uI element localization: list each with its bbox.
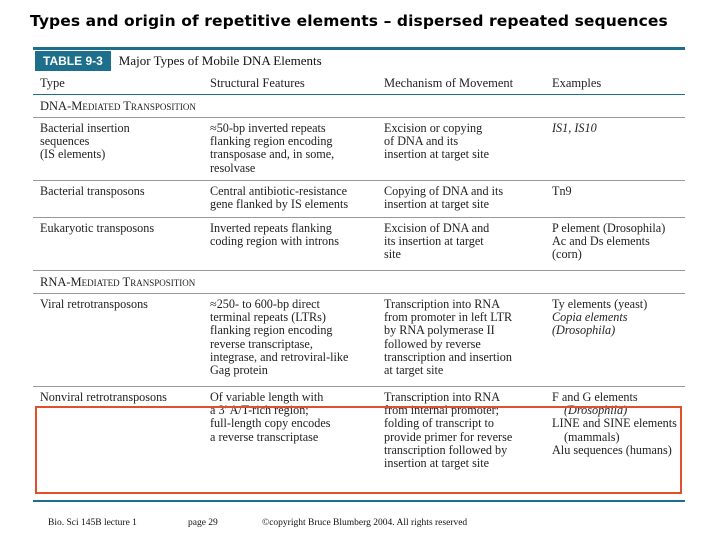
cell-text-line: terminal repeats (LTRs): [210, 310, 326, 325]
cell-text-line: folding of transcript to: [384, 416, 495, 431]
cell-text-line: ≈250- to 600-bp direct: [210, 297, 320, 311]
cell-text-line: Inverted repeats flanking: [210, 221, 332, 235]
cell-text-line: insertion at target site: [384, 197, 490, 212]
cell-text-line: Transcription into RNA: [384, 390, 501, 404]
cell-text-line: insertion at target site: [384, 456, 490, 471]
cell-text-line: (Drosophila): [564, 403, 628, 418]
column-headers: [33, 76, 685, 95]
cell-features: [210, 185, 380, 211]
cell-text-line: transposase and, in some,: [210, 147, 335, 162]
table-row: [33, 294, 685, 387]
cell-text-line: by RNA polymerase II: [384, 323, 495, 338]
cell-text-line: Ac and Ds elements: [552, 234, 650, 249]
cell-text-line: (mammals): [564, 429, 620, 444]
cell-text-line: insertion at target site: [384, 147, 490, 162]
cell-features: [210, 122, 380, 175]
cell-mechanism: [384, 298, 549, 377]
table-row: [33, 181, 685, 218]
column-header-examples: Examples: [552, 76, 602, 90]
section-heading-rna: [33, 271, 685, 294]
cell-text-line: transcription followed by: [384, 442, 508, 457]
cell-text-line: integrase, and retroviral-like: [210, 349, 349, 364]
cell-text-line: LINE and SINE elements: [552, 416, 677, 431]
cell-examples: [552, 298, 687, 338]
cell-text-line: Copying of DNA and its: [384, 184, 504, 198]
cell-text-line: a 3′ A/T-rich region;: [210, 403, 309, 418]
footer-page-number: page 29: [188, 518, 218, 528]
section-heading-dna: [33, 95, 685, 118]
cell-mechanism: [384, 185, 549, 211]
cell-text-line: Excision of DNA and: [384, 221, 490, 235]
cell-text-line: flanking region encoding: [210, 323, 333, 338]
column-header-type: Type: [40, 76, 65, 90]
cell-text-line: ≈50-bp inverted repeats: [210, 121, 326, 135]
cell-type: [40, 391, 205, 404]
cell-text-line: Gag protein: [210, 363, 268, 378]
cell-mechanism: [384, 222, 549, 262]
cell-text-line: Bacterial transposons: [40, 184, 145, 198]
cell-features: [210, 298, 380, 377]
footer-course: Bio. Sci 145B lecture 1: [48, 518, 137, 528]
cell-text-line: Tn9: [552, 184, 572, 198]
cell-text-line: transcription and insertion: [384, 349, 512, 364]
cell-examples: [552, 185, 687, 198]
cell-examples: [552, 122, 687, 135]
cell-text-line: (Drosophila): [552, 323, 616, 338]
table-header: [33, 47, 685, 72]
cell-text-line: Ty elements (yeast): [552, 297, 648, 311]
cell-text-line: from promoter in left LTR: [384, 310, 513, 325]
cell-text-line: Alu sequences (humans): [552, 442, 672, 457]
cell-text-line: Transcription into RNA: [384, 297, 501, 311]
cell-text-line: site: [384, 247, 401, 262]
cell-text-line: IS1, IS10: [552, 121, 597, 135]
column-header-mechanism: Mechanism of Movement: [384, 76, 514, 90]
table-caption: Major Types of Mobile DNA Elements: [118, 53, 322, 68]
table-row: [33, 118, 685, 181]
cell-text-line: Bacterial insertion: [40, 121, 130, 135]
cell-text-line: (corn): [552, 247, 582, 262]
cell-text-line: Of variable length with: [210, 390, 324, 404]
cell-text-line: Nonviral retrotransposons: [40, 390, 167, 404]
highlight-box-nonviral: [35, 403, 682, 494]
cell-text-line: Copia elements: [552, 310, 628, 325]
table-badge: TABLE 9-3: [35, 51, 111, 71]
cell-text-line: followed by reverse: [384, 336, 481, 351]
cell-text-line: resolvase: [210, 160, 256, 175]
cell-features: [210, 222, 380, 248]
cell-text-line: F and G elements: [552, 390, 638, 404]
cell-text-line: P element (Drosophila): [552, 221, 666, 235]
cell-text-line: (IS elements): [40, 147, 106, 162]
table-bottom-rule: [33, 500, 685, 502]
cell-type: [40, 222, 205, 235]
cell-text-line: sequences: [40, 134, 90, 149]
slide-title: Types and origin of repetitive elements – dispersed repeated sequences: [30, 12, 668, 30]
section-heading-label: RNA-Mediated Transposition: [40, 275, 196, 289]
cell-examples: [552, 222, 687, 262]
cell-text-line: provide primer for reverse: [384, 429, 513, 444]
cell-text-line: its insertion at target: [384, 234, 484, 249]
cell-type: [40, 122, 205, 162]
cell-text-line: reverse transcriptase,: [210, 336, 313, 351]
cell-mechanism: [384, 122, 549, 162]
footer-copyright: ©copyright Bruce Blumberg 2004. All rights reserved: [262, 518, 468, 528]
cell-text-line: Viral retrotransposons: [40, 297, 148, 311]
cell-text-line: Excision or copying: [384, 121, 483, 135]
table-row: [33, 218, 685, 271]
section-heading-label: DNA-Mediated Transposition: [40, 99, 196, 113]
cell-text-line: Central antibiotic-resistance: [210, 184, 348, 198]
cell-text-line: at target site: [384, 363, 444, 378]
cell-text-line: flanking region encoding: [210, 134, 333, 149]
column-header-features: Structural Features: [210, 76, 305, 90]
cell-text-line: from internal promoter;: [384, 403, 500, 418]
cell-type: [40, 298, 205, 311]
cell-text-line: gene flanked by IS elements: [210, 197, 349, 212]
cell-text-line: of DNA and its: [384, 134, 459, 149]
cell-text-line: Eukaryotic transposons: [40, 221, 155, 235]
cell-text-line: full-length copy encodes: [210, 416, 331, 431]
cell-type: [40, 185, 205, 198]
cell-text-line: coding region with introns: [210, 234, 339, 249]
cell-text-line: a reverse transcriptase: [210, 429, 319, 444]
